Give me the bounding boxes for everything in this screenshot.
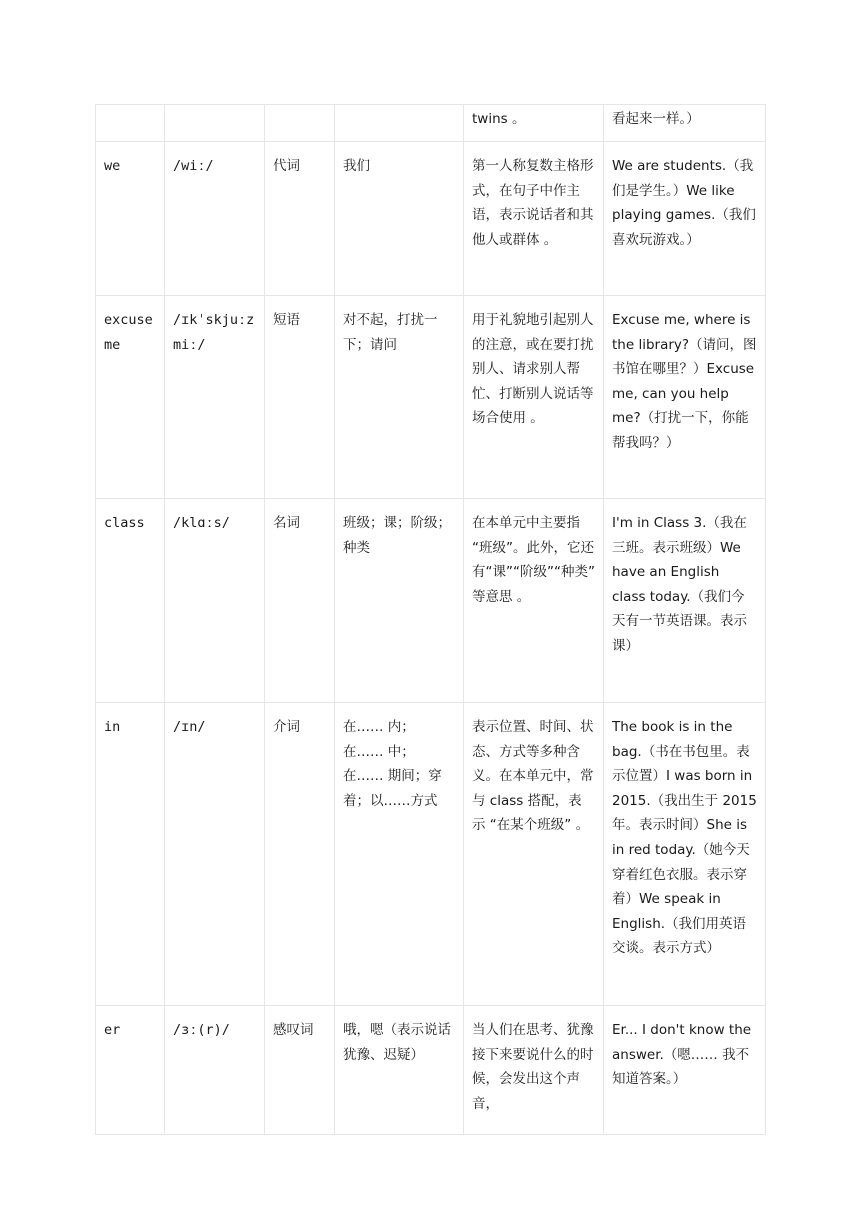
table-row	[96, 296, 766, 499]
example-cell: I'm in Class 3.（我在三班。表示班级）We have an English class today.（我们今天有一节英语课。表示课）	[604, 499, 766, 703]
usage-cell: 表示位置、时间、状态、方式等多种含义。在本单元中，常与 class 搭配，表示 “在某个班级” 。	[464, 703, 604, 1006]
usage-cell: 在本单元中主要指 “班级”。此外，它还有“课”“阶级”“种类” 等意思 。	[464, 499, 604, 703]
meaning-cell: 在…… 内；在…… 中；在…… 期间；穿着；以……方式	[335, 703, 464, 1006]
meaning-cell	[335, 105, 464, 142]
part-of-speech-cell: 名词	[265, 499, 335, 703]
usage-cell: twins 。	[464, 105, 604, 142]
table-row	[96, 499, 766, 703]
part-of-speech-cell	[265, 105, 335, 142]
example-cell: Excuse me, where is the library?（请问，图书馆在哪里？）Excuse me, can you help me?（打扰一下，你能帮我吗？）	[604, 296, 766, 499]
usage-cell: 当人们在思考、犹豫接下来要说什么的时候，会发出这个声音，	[464, 1006, 604, 1135]
example-cell: Er... I don't know the answer.（嗯…… 我不知道答案。）	[604, 1006, 766, 1135]
example-cell: We are students.（我们是学生。）We like playing games.（我们喜欢玩游戏。）	[604, 142, 766, 296]
phonetic-cell	[165, 105, 265, 142]
example-cell: The book is in the bag.（书在书包里。表示位置）I was born in 2015.（我出生于 2015 年。表示时间）She is in red today.（她今天穿着红色衣服。表示穿着）We speak in English.（我们用英语交谈。表示方式）	[604, 703, 766, 1006]
part-of-speech-cell: 短语	[265, 296, 335, 499]
word-cell: er	[96, 1006, 165, 1135]
part-of-speech-cell: 感叹词	[265, 1006, 335, 1135]
part-of-speech-cell: 代词	[265, 142, 335, 296]
usage-cell: 第一人称复数主格形式，在句子中作主语，表示说话者和其他人或群体 。	[464, 142, 604, 296]
vocabulary-table	[95, 104, 766, 1135]
phonetic-cell: /ɜː(r)/	[165, 1006, 265, 1135]
meaning-cell: 哦，嗯（表示说话犹豫、迟疑）	[335, 1006, 464, 1135]
meaning-cell: 对不起，打扰一下；请问	[335, 296, 464, 499]
table-row	[96, 142, 766, 296]
part-of-speech-cell: 介词	[265, 703, 335, 1006]
phonetic-cell: /ɪkˈskjuːz miː/	[165, 296, 265, 499]
word-cell: in	[96, 703, 165, 1006]
word-cell: class	[96, 499, 165, 703]
table-row	[96, 105, 766, 142]
phonetic-cell: /wiː/	[165, 142, 265, 296]
meaning-cell: 我们	[335, 142, 464, 296]
table-row	[96, 703, 766, 1006]
table-row	[96, 1006, 766, 1135]
word-cell: we	[96, 142, 165, 296]
example-cell: 看起来一样。）	[604, 105, 766, 142]
word-cell	[96, 105, 165, 142]
phonetic-cell: /klɑːs/	[165, 499, 265, 703]
word-cell: excuse me	[96, 296, 165, 499]
usage-cell: 用于礼貌地引起别人的注意，或在要打扰别人、请求别人帮忙、打断别人说话等场合使用 。	[464, 296, 604, 499]
meaning-cell: 班级；课；阶级；种类	[335, 499, 464, 703]
phonetic-cell: /ɪn/	[165, 703, 265, 1006]
